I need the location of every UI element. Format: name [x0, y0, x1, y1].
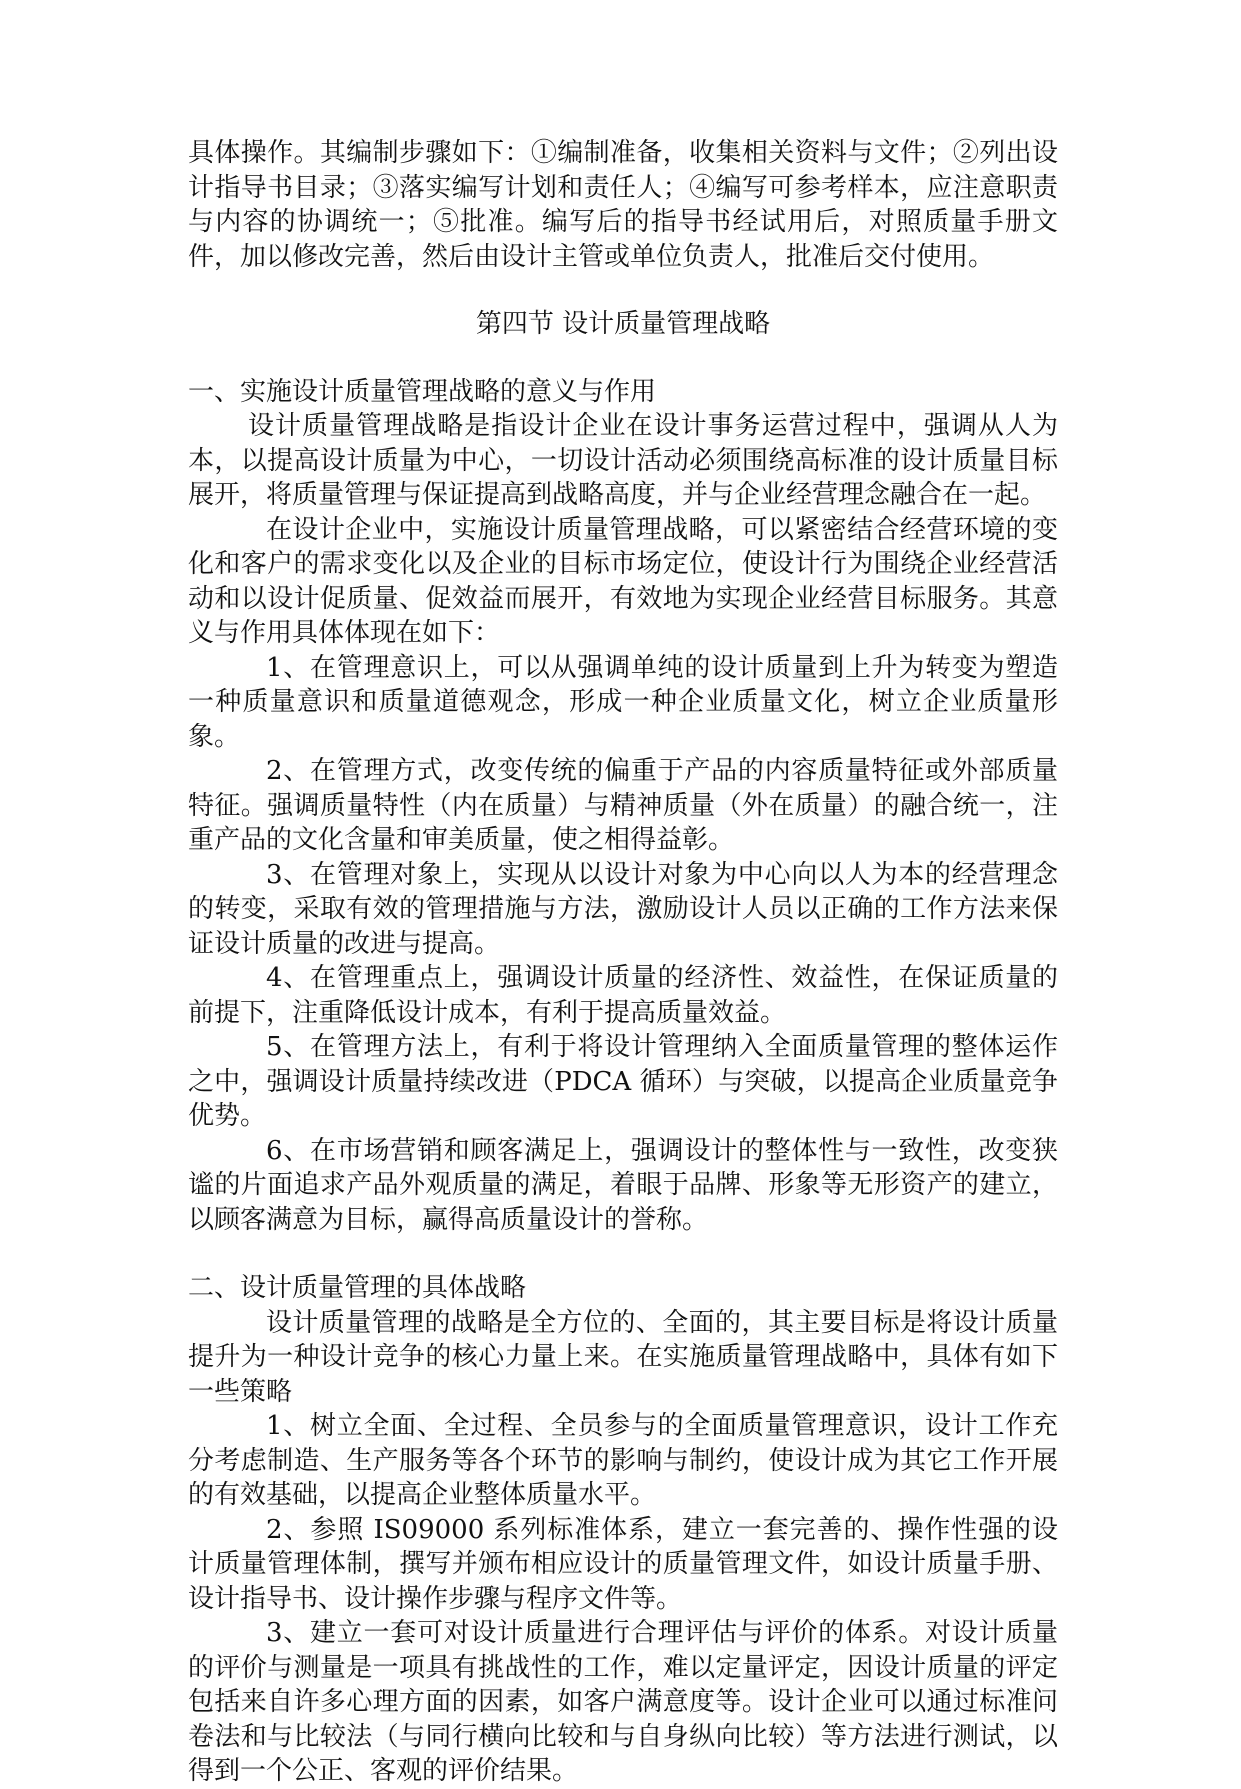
part1-item-6: 6、在市场营销和顾客满足上，强调设计的整体性与一致性，改变狭谧的片面追求产品外观质量的满足，着眼于品牌、形象等无形资产的建立，以顾客满意为目标，赢得高质量设计的誉称。 [188, 1135, 1058, 1235]
part2-item-1: 1、树立全面、全过程、全员参与的全面质量管理意识，设计工作充分考虑制造、生产服务等各个环节的影响与制约，使设计成为其它工作开展的有效基础，以提高企业整体质量水平。 [188, 1411, 1058, 1510]
part1-paragraph-1: 设计质量管理战略是指设计企业在设计事务运营过程中，强调从人为本，以提高设计质量为中心，一切设计活动必须围绕高标准的设计质量目标展开，将质量管理与保证提高到战略高度，并与企业经营理念融合在一起。 [188, 411, 1058, 510]
part2-paragraph-1: 设计质量管理的战略是全方位的、全面的，其主要目标是将设计质量提升为一种设计竞争的核心力量上来。在实施质量管理战略中，具体有如下一些策略 [188, 1307, 1058, 1407]
intro-paragraph: 具体操作。其编制步骤如下：①编制准备，收集相关资料与文件；②列出设计指导书目录；③落实编写计划和责任人；④编写可参考样本，应注意职责与内容的协调统一；⑤批准。编写后的指导书经试用后，对照质量手册文件，加以修改完善，然后由设计主管或单位负责人，批准后交付使用。 [188, 138, 1058, 272]
section-title: 第四节 设计质量管理战略 [475, 309, 771, 339]
section-gap [188, 1237, 1058, 1271]
part1-item-3: 3、在管理对象上，实现从以设计对象为中心向以人为本的经营理念的转变，采取有效的管理措施与方法，激励设计人员以正确的工作方法来保证设计质量的改进与提高。 [188, 859, 1058, 959]
part1-heading: 一、实施设计质量管理战略的意义与作用 [188, 376, 657, 407]
part1-paragraph-2: 在设计企业中，实施设计质量管理战略，可以紧密结合经营环境的变化和客户的需求变化以及企业的目标市场定位，使设计行为围绕企业经营活动和以设计促质量、促效益而展开，有效地为实现企业经营目标服务。其意义与作用具体体现在如下： [188, 514, 1058, 648]
part1-item-5: 5、在管理方法上，有利于将设计管理纳入全面质量管理的整体运作之中，强调设计质量持续改进（PDCA 循环）与突破，以提高企业质量竞争优势。 [188, 1032, 1058, 1131]
part2-heading: 二、设计质量管理的具体战略 [188, 1273, 527, 1303]
part1-item-2: 2、在管理方式，改变传统的偏重于产品的内容质量特征或外部质量特征。强调质量特性（内在质量）与精神质量（外在质量）的融合统一，注重产品的文化含量和审美质量，使之相得益彰。 [188, 756, 1058, 855]
part1-item-4: 4、在管理重点上，强调设计质量的经济性、效益性，在保证质量的前提下，注重降低设计成本，有利于提高质量效益。 [188, 963, 1058, 1028]
part2-item-2: 2、参照 IS09000 系列标准体系，建立一套完善的、操作性强的设计质量管理体制，撰写并颁布相应设计的质量管理文件，如设计质量手册、设计指导书、设计操作步骤与程序文件等。 [188, 1514, 1058, 1614]
document-page [188, 136, 1058, 1789]
part2-item-3: 3、建立一套可对设计质量进行合理评估与评价的体系。对设计质量的评价与测量是一项具有挑战性的工作，难以定量评定，因设计质量的评定包括来自许多心理方面的因素，如客户满意度等。设计企业可以通过标准问卷法和与比较法（与同行横向比较和与自身纵向比较）等方法进行测试，以得到一个公正、客观的评价结果。 [188, 1618, 1058, 1786]
part1-item-1: 1、在管理意识上，可以从强调单纯的设计质量到上升为转变为塑造一种质量意识和质量道德观念，形成一种企业质量文化，树立企业质量形象。 [188, 652, 1058, 752]
